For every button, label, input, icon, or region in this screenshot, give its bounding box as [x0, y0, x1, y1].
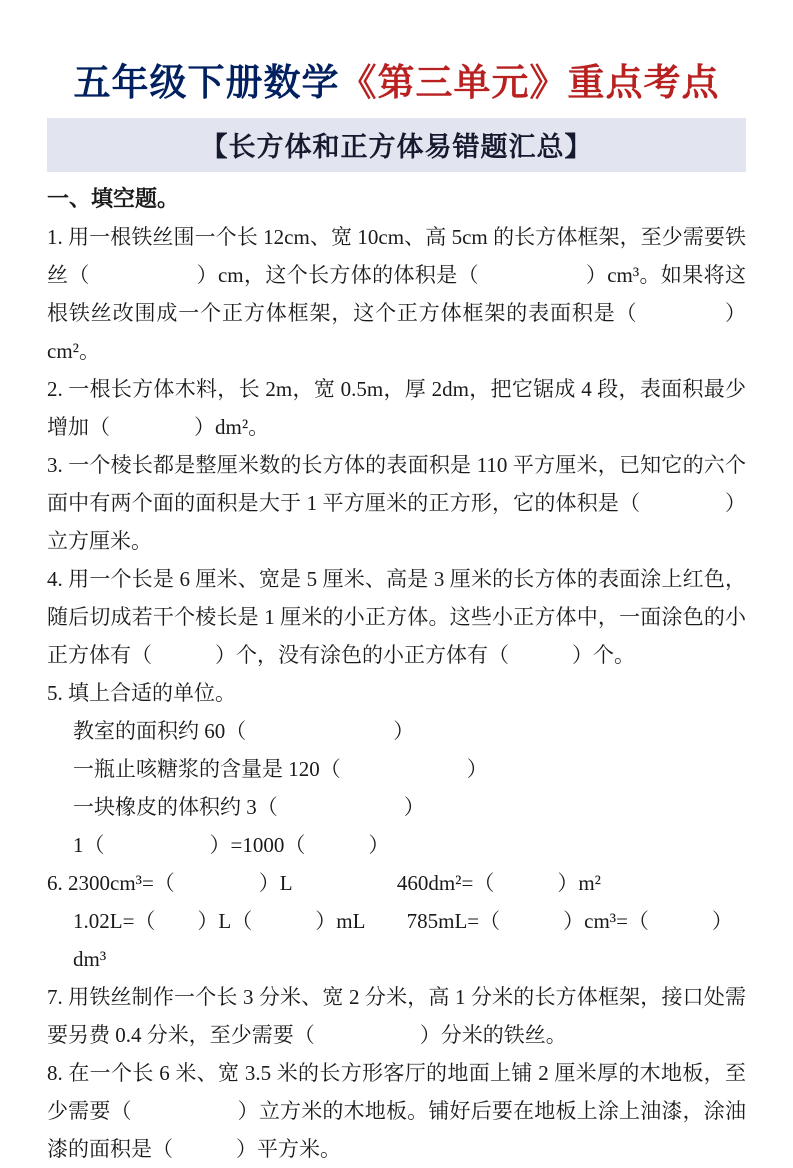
page-title [47, 52, 746, 106]
question-5-line-classroom-area: 教室的面积约 60（ ） [73, 719, 415, 743]
question-2: 2. 一根长方体木料，长 2m，宽 0.5m，厚 2dm，把它锯成 4 段，表面积最少增加（ ）dm²。 [47, 377, 746, 439]
question-5-line-syrup-volume: 一瓶止咳糖浆的含量是 120（ ） [73, 757, 488, 781]
question-6-line-2: 1.02L=（ ）L（ ）mL 785mL=（ ）cm³=（ ）dm³ [73, 909, 733, 971]
question-4: 4. 用一个长是 6 厘米、宽是 5 厘米、高是 3 厘米的长方体的表面涂上红色，随后切成若干个棱长是 1 厘米的小正方体。这些小正方体中，一面涂色的小正方体有（ ）个，没有涂色的小正方体有（ ）个。 [47, 567, 746, 667]
question-7: 7. 用铁丝制作一个长 3 分米、宽 2 分米，高 1 分米的长方体框架，接口处需要另费 0.4 分米，至少需要（ ）分米的铁丝。 [47, 985, 746, 1047]
question-1: 1. 用一根铁丝围一个长 12cm、宽 10cm、高 5cm 的长方体框架，至少需要铁丝（ ）cm，这个长方体的体积是（ ）cm³。如果将这根铁丝改围成一个正方体框架，这个正方体框架的表面积是（ ）cm²。 [47, 225, 746, 363]
subtitle-text: 【长方体和正方体易错题汇总】 [200, 132, 593, 162]
subtitle-banner [47, 118, 746, 172]
question-6-line-1: 6. 2300cm³=（ ）L 460dm²=（ ）m² [47, 871, 601, 895]
question-8: 8. 在一个长 6 米、宽 3.5 米的长方形客厅的地面上铺 2 厘米厚的木地板，至少需要（ ）立方米的木地板。铺好后要在地板上涂上油漆，涂油漆的面积是（ ）平方米。 [47, 1061, 746, 1161]
title-unit-highlight: 《第三单元》重点考点 [339, 63, 720, 104]
question-5-line-eraser-volume: 一块橡皮的体积约 3（ ） [73, 795, 425, 819]
section-heading-fill-blanks: 一、填空题。 [47, 186, 180, 211]
worksheet-body [47, 180, 746, 1168]
question-3: 3. 一个棱长都是整厘米数的长方体的表面积是 110 平方厘米，已知它的六个面中有两个面的面积是大于 1 平方厘米的正方形，它的体积是（ ）立方厘米。 [47, 453, 746, 553]
question-5-line-unit-equation: 1（ ）=1000（ ） [73, 833, 390, 857]
question-5-heading: 5. 填上合适的单位。 [47, 681, 236, 705]
title-course-name: 五年级下册数学 [73, 63, 340, 104]
